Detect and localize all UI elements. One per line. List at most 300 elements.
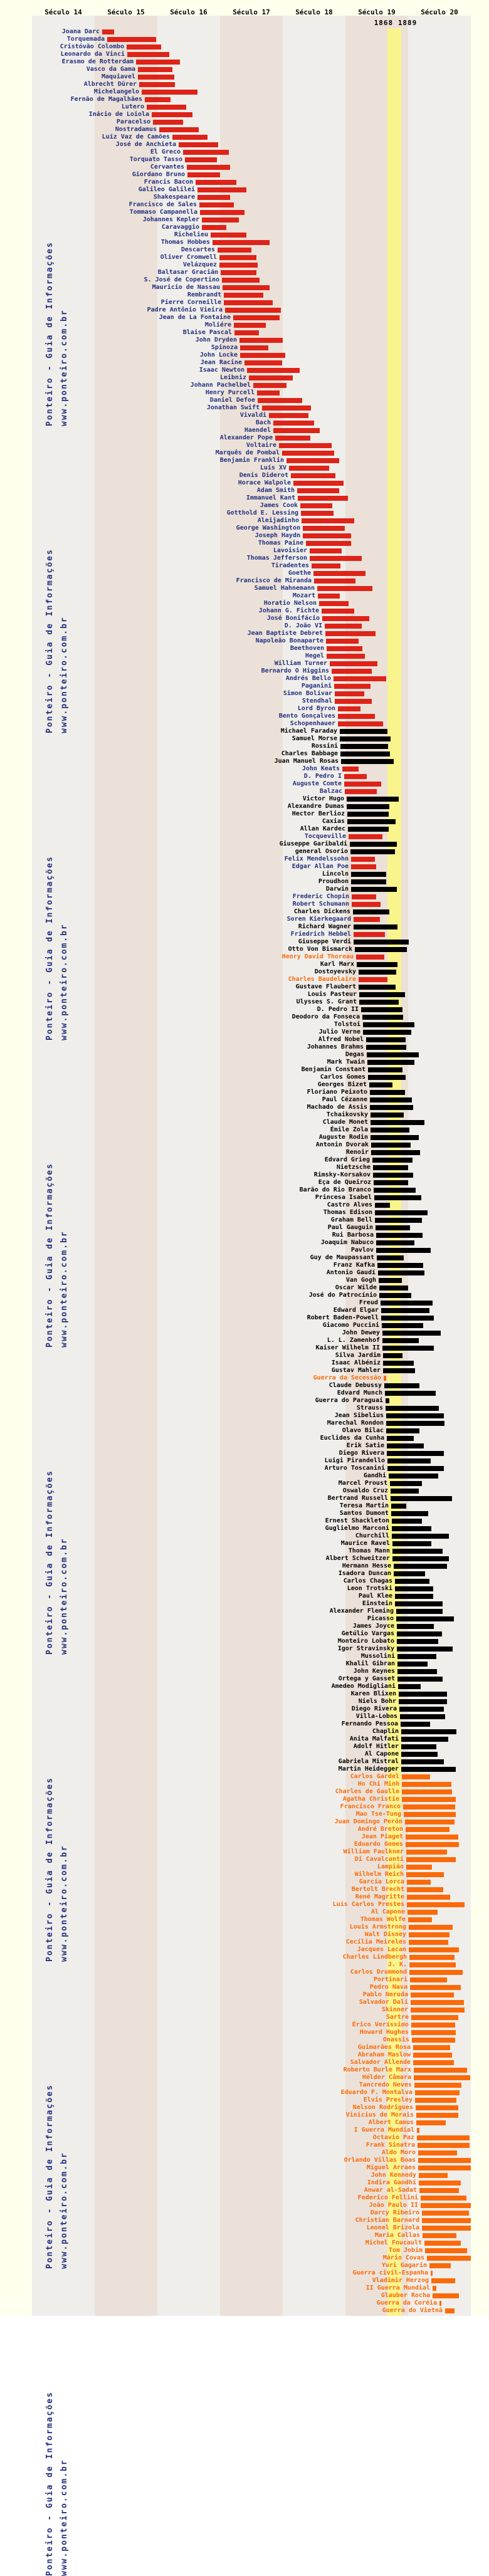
timeline-label[interactable]: Jean Racine [200, 359, 242, 366]
timeline-label[interactable]: Einstein [362, 1600, 392, 1607]
timeline-label[interactable]: Henry Purcell [205, 389, 255, 396]
timeline-label[interactable]: Paganini [301, 683, 332, 689]
timeline-label[interactable]: Juan Domingo Perón [334, 1818, 402, 1825]
timeline-label[interactable]: Louis Armstrong [349, 1924, 406, 1930]
timeline-label[interactable]: Monteiro Lobato [337, 1638, 394, 1645]
timeline-label[interactable]: Albert Schweitzer [325, 1555, 390, 1562]
timeline-label[interactable]: René Magritte [355, 1893, 404, 1900]
timeline-label[interactable]: Churchill [355, 1532, 389, 1539]
timeline-label[interactable]: Oscar Wilde [335, 1284, 377, 1291]
timeline-label[interactable]: Hector Berlioz [292, 810, 345, 817]
timeline-label[interactable]: Edvard Munch [337, 1390, 382, 1396]
timeline-label[interactable]: James Joyce [352, 1623, 394, 1630]
timeline-label[interactable]: Christian Barnard [355, 2217, 419, 2224]
timeline-label[interactable]: Onassis [382, 2036, 409, 2043]
timeline-label[interactable]: Darcy Ribeiro [370, 2209, 419, 2216]
timeline-label[interactable]: II Guerra Mundial [365, 2285, 430, 2291]
timeline-label[interactable]: Allan Kardec [300, 825, 345, 832]
timeline-label[interactable]: Bernardo O Higgins [261, 668, 329, 674]
timeline-label[interactable]: Hélder Câmara [362, 2074, 411, 2081]
timeline-label[interactable]: Ho Chi Minh [357, 1781, 399, 1788]
timeline-label[interactable]: Bertolt Brecht [351, 1886, 404, 1893]
timeline-label[interactable]: Inácio de Loiola [88, 111, 149, 118]
timeline-label[interactable]: Darwin [325, 886, 349, 893]
timeline-label[interactable]: Castro Alves [327, 1202, 372, 1208]
timeline-label[interactable]: Guerra civil-Espanha [352, 2270, 428, 2276]
timeline-label[interactable]: Carlos Gardel [350, 1773, 399, 1780]
timeline-label[interactable]: Claude Debussy [329, 1382, 382, 1389]
timeline-label[interactable]: Horace Walpole [238, 479, 291, 486]
timeline-label[interactable]: Jean Baptiste Debret [247, 630, 323, 637]
timeline-label[interactable]: Fernando Pessoa [341, 1720, 398, 1727]
timeline-label[interactable]: Rossini [311, 743, 338, 750]
timeline-label[interactable]: Francisco de Miranda [236, 577, 312, 584]
timeline-label[interactable]: Bento Gonçalves [278, 713, 335, 720]
timeline-label[interactable]: Isaac Albéniz [331, 1359, 381, 1366]
timeline-label[interactable]: Guerra da Coréia [376, 2300, 437, 2306]
timeline-label[interactable]: García Lorca [359, 1878, 404, 1885]
timeline-label[interactable]: Stendhal [302, 698, 332, 704]
timeline-label[interactable]: Alexander Pope [219, 434, 273, 441]
timeline-label[interactable]: Velázquez [182, 261, 217, 268]
timeline-label[interactable]: Baltasar Gracián [157, 269, 218, 276]
timeline-label[interactable]: Isadora Duncan [338, 1570, 391, 1577]
timeline-label[interactable]: Charles Baudelaire [288, 976, 356, 983]
timeline-label[interactable]: Elvis Presley [363, 2097, 413, 2103]
timeline-label[interactable]: Adam Smith [256, 487, 295, 494]
timeline-label[interactable]: Napoleão Bonaparte [255, 637, 323, 644]
timeline-label[interactable]: D. Pedro II [317, 1006, 359, 1013]
timeline-label[interactable]: Henry David Thoreau [281, 953, 354, 960]
timeline-label[interactable]: Benjamin Constant [301, 1066, 365, 1073]
timeline-label[interactable]: Getúlio Vargas [341, 1630, 394, 1637]
timeline-label[interactable]: Beethoven [290, 645, 324, 652]
timeline-label[interactable]: Felix Mendelssohn [284, 856, 349, 862]
timeline-label[interactable]: Niels Bohr [358, 1698, 396, 1705]
timeline-label[interactable]: Schopenhauer [290, 720, 335, 727]
timeline-label[interactable]: Frank Sinatra [365, 2142, 415, 2149]
timeline-label[interactable]: Thomas Wolfe [360, 1916, 406, 1923]
timeline-label[interactable]: Hegel [305, 652, 324, 659]
timeline-label[interactable]: Aldo Moro [381, 2149, 416, 2156]
timeline-label[interactable]: Haendel [244, 427, 271, 434]
timeline-label[interactable]: Carlos Gomes [320, 1074, 365, 1081]
timeline-label[interactable]: Wilhelm Reich [354, 1871, 404, 1878]
timeline-label[interactable]: Thomas Edison [323, 1209, 372, 1216]
timeline-label[interactable]: Fernão de Magalhães [70, 96, 142, 103]
timeline-label[interactable]: Spinoza [211, 344, 238, 351]
timeline-label[interactable]: Immanuel Kant [246, 495, 295, 501]
timeline-label[interactable]: Mozart [292, 592, 315, 599]
timeline-label[interactable]: Bertrand Russell [327, 1495, 388, 1502]
timeline-label[interactable]: Cervantes [150, 164, 184, 170]
timeline-label[interactable]: Rembrandt [187, 291, 221, 298]
timeline-label[interactable]: Ortega y Gasset [338, 1675, 395, 1682]
timeline-label[interactable]: James Cook [260, 502, 298, 509]
timeline-label[interactable]: Pavlov [350, 1247, 374, 1254]
timeline-label[interactable]: Rimsky-Korsakov [313, 1171, 371, 1178]
timeline-label[interactable]: Yuri Gagarin [381, 2262, 427, 2269]
timeline-label[interactable]: Guerra do Paraguai [315, 1397, 383, 1404]
timeline-label[interactable]: Maurice Ravel [340, 1540, 390, 1547]
timeline-label[interactable]: Salvador Dali [359, 1999, 408, 2006]
timeline-label[interactable]: Andrés Bello [285, 675, 331, 682]
timeline-label[interactable]: Luís Carlos Prestes [332, 1901, 404, 1908]
timeline-label[interactable]: Floriano Peixoto [307, 1089, 367, 1096]
timeline-label[interactable]: Torquemada [66, 36, 105, 43]
timeline-label[interactable]: Lord Byron [297, 705, 335, 712]
timeline-label[interactable]: John Locke [199, 352, 238, 359]
timeline-label[interactable]: Denis Diderot [239, 472, 288, 479]
timeline-label[interactable]: Otto Von Bismarck [288, 946, 352, 953]
timeline-label[interactable]: Ernest Shackleton [325, 1517, 389, 1524]
timeline-label[interactable]: Nelson Rodrigues [352, 2104, 413, 2111]
timeline-label[interactable]: Diego Rivera [339, 1450, 384, 1457]
timeline-label[interactable]: John Keynes [353, 1668, 395, 1675]
timeline-label[interactable]: Pedro Nava [369, 1984, 408, 1991]
timeline-label[interactable]: José Bonifácio [266, 615, 320, 622]
timeline-label[interactable]: Karen Blixen [350, 1690, 396, 1697]
timeline-label[interactable]: Picasso [367, 1615, 394, 1622]
timeline-label[interactable]: Richelieu [174, 231, 208, 238]
timeline-label[interactable]: Guimarães Rosa [357, 2044, 411, 2051]
timeline-label[interactable]: Martin Heidegger [338, 1766, 399, 1772]
timeline-label[interactable]: Erik Satie [346, 1442, 384, 1449]
timeline-label[interactable]: Érico Veríssimo [352, 2021, 409, 2028]
timeline-label[interactable]: Francisco de Sales [129, 201, 197, 208]
timeline-label[interactable]: Robert Schumann [292, 901, 349, 908]
timeline-label[interactable]: Tancredo Neves [359, 2081, 412, 2088]
timeline-label[interactable]: Al Capone [371, 1908, 405, 1915]
timeline-label[interactable]: John Keats [302, 765, 340, 772]
timeline-label[interactable]: Oliver Cromwell [160, 254, 217, 261]
timeline-label[interactable]: Anwar al-Sadat [364, 2187, 417, 2194]
timeline-label[interactable]: Maria Callas [374, 2232, 420, 2239]
timeline-label[interactable]: general Osorio [295, 848, 348, 855]
timeline-label[interactable]: Robert Baden-Powell [307, 1314, 379, 1321]
timeline-label[interactable]: Barão do Rio Branco [299, 1186, 371, 1193]
timeline-label[interactable]: Galileo Galilei [138, 186, 195, 193]
timeline-label[interactable]: Vladimir Herzog [372, 2277, 429, 2284]
timeline-label[interactable]: Leibniz [219, 374, 246, 381]
timeline-label[interactable]: Edward Elgar [333, 1307, 379, 1314]
timeline-label[interactable]: El Greco [150, 149, 181, 155]
timeline-label[interactable]: Proudhon [318, 878, 349, 885]
timeline-label[interactable]: Agatha Christie [342, 1796, 399, 1803]
timeline-label[interactable]: John Dewey [342, 1329, 380, 1336]
timeline-label[interactable]: Pablo Neruda [362, 1991, 408, 1998]
timeline-label[interactable]: Marquês de Pombal [215, 449, 280, 456]
timeline-label[interactable]: Voltaire [246, 442, 276, 449]
timeline-label[interactable]: Renoir [345, 1149, 369, 1156]
timeline-label[interactable]: Richard Wagner [298, 923, 351, 930]
timeline-label[interactable]: Khalil Gibran [345, 1660, 395, 1667]
timeline-label[interactable]: Luís XV [260, 464, 287, 471]
timeline-label[interactable]: Edgar Allan Poe [292, 863, 349, 870]
timeline-label[interactable]: Portinari [373, 1976, 408, 1983]
timeline-label[interactable]: Oswaldo Cruz [342, 1487, 388, 1494]
timeline-label[interactable]: L. L. Zamenhof [327, 1337, 380, 1344]
timeline-label[interactable]: Isaac Newton [199, 367, 244, 374]
timeline-label[interactable]: Jacques Lacan [357, 1946, 406, 1953]
timeline-label[interactable]: Benjamin Franklin [219, 457, 284, 464]
timeline-label[interactable]: Jean Piaget [361, 1833, 403, 1840]
timeline-label[interactable]: Antonio Gaudí [326, 1269, 376, 1276]
timeline-label[interactable]: Leon Trotski [347, 1585, 392, 1592]
timeline-label[interactable]: Carlos Chagas [343, 1578, 392, 1584]
timeline-label[interactable]: Deodoro da Fonseca [292, 1013, 360, 1020]
timeline-label[interactable]: Walt Disney [364, 1931, 406, 1938]
timeline-label[interactable]: Leonel Brizola [366, 2224, 419, 2231]
timeline-label[interactable]: Thomas Paine [258, 540, 303, 547]
timeline-label[interactable]: Caravaggio [161, 224, 199, 231]
timeline-label[interactable]: Diego Rivera [351, 1705, 397, 1712]
timeline-label[interactable]: George Washington [236, 525, 300, 531]
timeline-label[interactable]: Orlando Villas Boas [344, 2157, 416, 2164]
timeline-label[interactable]: Paul Cézanne [322, 1096, 367, 1103]
timeline-label[interactable]: S. José de Copertino [144, 276, 219, 283]
timeline-label[interactable]: Santos Dumont [339, 1510, 389, 1517]
timeline-label[interactable]: José do Patrocínio [308, 1292, 377, 1299]
timeline-label[interactable]: Tolstoi [334, 1021, 360, 1028]
timeline-label[interactable]: Lincoln [322, 871, 349, 877]
timeline-label[interactable]: Tiradentes [271, 562, 309, 569]
timeline-label[interactable]: Thomas Mann [348, 1547, 390, 1554]
timeline-label[interactable]: Lavoisier [273, 547, 307, 554]
timeline-label[interactable]: Amedeo Modigliani [331, 1683, 396, 1690]
timeline-label[interactable]: Cristóvão Colombo [60, 43, 124, 50]
timeline-label[interactable]: D. João VI [284, 622, 322, 629]
timeline-label[interactable]: I Guerra Mundial [354, 2127, 414, 2134]
timeline-label[interactable]: Friedrich Hebbel [290, 931, 351, 938]
timeline-label[interactable]: Moliére [204, 322, 231, 328]
timeline-label[interactable]: Silva Jardim [335, 1352, 381, 1359]
timeline-label[interactable]: Villa-Lobos [355, 1713, 397, 1720]
timeline-label[interactable]: Émile Zola [330, 1126, 368, 1133]
timeline-label[interactable]: Tocqueville [304, 833, 346, 840]
timeline-label[interactable]: John Dryden [195, 337, 237, 343]
timeline-label[interactable]: Paul Klee [358, 1593, 392, 1600]
timeline-label[interactable]: Anita Malfati [349, 1736, 399, 1742]
timeline-label[interactable]: José de Anchieta [115, 141, 176, 148]
timeline-label[interactable]: Gandhi [363, 1472, 386, 1479]
timeline-label[interactable]: Di Cavalcanti [354, 1856, 404, 1863]
timeline-label[interactable]: John Kennedy [371, 2172, 416, 2179]
timeline-label[interactable]: J. K. [387, 1961, 407, 1968]
timeline-label[interactable]: Daniel Defoe [209, 397, 255, 404]
timeline-label[interactable]: Eça de Queiroz [318, 1179, 371, 1186]
timeline-label[interactable]: Tommaso Campanella [129, 209, 197, 216]
timeline-label[interactable]: João Paulo II [369, 2202, 418, 2209]
timeline-label[interactable]: Francis Bacon [144, 179, 193, 186]
timeline-label[interactable]: Nostradamus [115, 126, 157, 133]
timeline-label[interactable]: Mauricio de Nassau [152, 284, 220, 291]
timeline-label[interactable]: Samuel Morse [292, 735, 337, 742]
timeline-label[interactable]: Igor Stravinsky [337, 1645, 394, 1652]
timeline-label[interactable]: Mao Tse-Tung [355, 1811, 401, 1818]
timeline-label[interactable]: Michael Faraday [280, 728, 337, 735]
timeline-label[interactable]: Indira Gandhi [367, 2179, 416, 2186]
timeline-label[interactable]: Johann G. Fichte [258, 607, 319, 614]
timeline-label[interactable]: Mário Covas [382, 2254, 424, 2261]
timeline-label[interactable]: Gustav Mahler [331, 1367, 381, 1374]
timeline-label[interactable]: Victor Hugo [302, 795, 344, 802]
timeline-label[interactable]: Giuseppe Garibaldi [279, 840, 347, 847]
timeline-label[interactable]: Johannes Brahms [307, 1044, 364, 1050]
timeline-label[interactable]: Dostoyevsky [314, 968, 356, 975]
timeline-label[interactable]: Jean Sibelius [334, 1412, 384, 1419]
timeline-label[interactable]: Marcel Proust [338, 1480, 387, 1487]
timeline-label[interactable]: Federico Fellini [357, 2194, 418, 2201]
timeline-label[interactable]: Mussolini [360, 1653, 395, 1660]
timeline-label[interactable]: Karl Marx [320, 961, 354, 968]
timeline-label[interactable]: Claude Monet [322, 1119, 368, 1126]
timeline-label[interactable]: Jean de La Fontaine [159, 314, 231, 321]
timeline-label[interactable]: Samuel Hahnemann [254, 585, 315, 592]
timeline-label[interactable]: Juan Manuel Rosas [274, 758, 339, 765]
timeline-label[interactable]: Bach [255, 419, 271, 426]
timeline-label[interactable]: Paul Gauguin [327, 1224, 373, 1231]
timeline-label[interactable]: Skinner [381, 2006, 408, 2013]
timeline-label[interactable]: William Turner [274, 660, 327, 667]
timeline-label[interactable]: Guerra da Secessão [313, 1374, 381, 1381]
timeline-label[interactable]: Alfred Nobel [318, 1036, 364, 1043]
timeline-label[interactable]: Caxias [322, 818, 345, 825]
timeline-label[interactable]: Tchaikovsky [326, 1111, 368, 1118]
timeline-label[interactable]: Strauss [356, 1405, 383, 1411]
timeline-label[interactable]: Descartes [181, 246, 215, 253]
timeline-label[interactable]: Olavo Bilac [342, 1427, 384, 1434]
timeline-label[interactable]: Joseph Haydn [255, 532, 300, 539]
timeline-label[interactable]: Al Capone [364, 1751, 399, 1757]
timeline-label[interactable]: Vinícius de Morais [345, 2112, 414, 2118]
timeline-label[interactable]: Charles Babbage [281, 750, 338, 757]
timeline-label[interactable]: Charles de Gaulle [335, 1788, 399, 1795]
timeline-label[interactable]: Charles Dickens [293, 908, 350, 915]
timeline-label[interactable]: Kaiser Wilhelm II [315, 1344, 380, 1351]
timeline-label[interactable]: Abraham Maslow [357, 2051, 411, 2058]
timeline-label[interactable]: Guy de Maupassant [310, 1254, 374, 1261]
timeline-label[interactable]: Teresa Martin [339, 1502, 389, 1509]
timeline-label[interactable]: Gabriela Mistral [338, 1758, 399, 1765]
timeline-label[interactable]: Soren Kierkegaard [287, 916, 351, 923]
timeline-label[interactable]: Vasco da Gama [86, 66, 135, 73]
timeline-label[interactable]: Luíz Vaz de Camões [102, 134, 170, 140]
timeline-label[interactable]: Lutero [121, 103, 144, 110]
timeline-label[interactable]: Ulysses S. Grant [296, 998, 357, 1005]
timeline-label[interactable]: Princesa Isabel [315, 1194, 372, 1201]
timeline-label[interactable]: William Faulkner [343, 1848, 404, 1855]
timeline-label[interactable]: D. Pedro I [303, 773, 342, 780]
timeline-label[interactable]: Erasmo de Rotterdam [61, 58, 134, 65]
timeline-label[interactable]: Gustave Flaubert [295, 983, 356, 990]
timeline-label[interactable]: Georges Bizet [317, 1081, 367, 1088]
timeline-label[interactable]: Marechal Rondon [327, 1420, 384, 1427]
timeline-label[interactable]: Aleijadinho [257, 517, 299, 524]
timeline-label[interactable]: Balzac [319, 788, 342, 795]
timeline-label[interactable]: Vivaldi [239, 412, 266, 419]
timeline-label[interactable]: Hermann Hesse [342, 1563, 391, 1569]
timeline-label[interactable]: Thomas Jefferson [246, 555, 307, 562]
timeline-label[interactable]: Auguste Rodin [318, 1134, 368, 1141]
timeline-label[interactable]: Degas [345, 1051, 364, 1058]
timeline-label[interactable]: Glauber Rocha [381, 2292, 430, 2299]
timeline-label[interactable]: Giordano Bruno [132, 171, 185, 178]
timeline-label[interactable]: Horatio Nelson [263, 600, 317, 607]
timeline-label[interactable]: Gotthold E. Lessing [226, 510, 298, 516]
timeline-label[interactable]: Albrecht Dürer [83, 81, 137, 88]
timeline-label[interactable]: Shakespeare [153, 194, 195, 201]
timeline-label[interactable]: Paracelso [116, 118, 150, 125]
timeline-label[interactable]: Salvador Allende [350, 2059, 411, 2066]
timeline-label[interactable]: Howard Hughes [359, 2029, 409, 2036]
timeline-label[interactable]: Euclides da Cunha [320, 1435, 384, 1442]
timeline-label[interactable]: Michelangelo [93, 88, 139, 95]
timeline-label[interactable]: Chaplin [372, 1728, 399, 1735]
timeline-label[interactable]: Edvard Grieg [324, 1156, 370, 1163]
timeline-label[interactable]: Adolf Hitler [353, 1743, 399, 1750]
timeline-label[interactable]: Antonin Dvorak [315, 1141, 369, 1148]
timeline-label[interactable]: Machado de Assis [307, 1104, 367, 1111]
timeline-label[interactable]: Sartre [386, 2014, 409, 2021]
timeline-label[interactable]: Carlos Drummond [350, 1969, 407, 1976]
timeline-label[interactable]: Albert Camus [368, 2119, 414, 2126]
timeline-label[interactable]: Blaise Pascal [182, 329, 232, 336]
timeline-label[interactable]: Franz Kafka [333, 1262, 375, 1269]
timeline-label[interactable]: Guglielmo Marconi [325, 1525, 389, 1532]
timeline-label[interactable]: Joaquim Nabuco [320, 1239, 374, 1246]
timeline-label[interactable]: Nietzsche [336, 1164, 371, 1171]
timeline-label[interactable]: Miguel Arraes [366, 2164, 416, 2171]
timeline-label[interactable]: Giuseppe Verdi [298, 938, 351, 945]
timeline-label[interactable]: Pierre Corneille [160, 299, 221, 306]
timeline-label[interactable]: Joana Darc [61, 28, 100, 35]
timeline-label[interactable]: Van Gogh [345, 1277, 376, 1284]
timeline-label[interactable]: Octavio Paz [372, 2134, 414, 2141]
timeline-label[interactable]: Padre Antônio Vieira [147, 306, 223, 313]
timeline-label[interactable]: Francisco Franco [340, 1803, 401, 1810]
timeline-label[interactable]: Alexandre Dumas [287, 803, 344, 810]
timeline-label[interactable]: Tom Jobim [388, 2247, 423, 2254]
timeline-label[interactable]: Alexander Fleming [329, 1608, 394, 1615]
timeline-label[interactable]: Graham Bell [330, 1217, 372, 1223]
timeline-label[interactable]: Johann Pachelbel [190, 382, 251, 389]
timeline-label[interactable]: Charles Lindbergh [342, 1954, 407, 1961]
timeline-label[interactable]: Johannes Kepler [142, 216, 199, 223]
timeline-label[interactable]: Lampião [377, 1863, 404, 1870]
timeline-label[interactable]: Simon Bolívar [283, 690, 332, 697]
timeline-label[interactable]: Auguste Comte [292, 780, 342, 787]
timeline-label[interactable]: Jonathan Swift [206, 404, 260, 411]
timeline-label[interactable]: Louis Pasteur [307, 991, 357, 998]
timeline-label[interactable]: Cecília Meireles [345, 1939, 406, 1945]
timeline-label[interactable]: Frederic Chopin [292, 893, 349, 900]
timeline-label[interactable]: Eduardo F. Montalva [340, 2089, 413, 2096]
timeline-label[interactable]: Eduardo Gomes [354, 1841, 403, 1848]
timeline-label[interactable]: Torquato Tasso [129, 156, 182, 163]
timeline-label[interactable]: Julio Verne [318, 1029, 360, 1035]
timeline-label[interactable]: Freud [359, 1299, 378, 1306]
timeline-label[interactable]: Roberto Burle Marx [343, 2066, 411, 2073]
timeline-label[interactable]: Goethe [288, 570, 311, 577]
timeline-label[interactable]: Arturo Toscanini [324, 1465, 385, 1472]
timeline-label[interactable]: Michel Foucault [365, 2239, 422, 2246]
timeline-label[interactable]: André Breton [357, 1826, 403, 1833]
timeline-label[interactable]: Giacomo Puccini [322, 1322, 379, 1329]
timeline-label[interactable]: Leonardo da Vinci [60, 51, 125, 58]
timeline-label[interactable]: Thomas Hobbes [160, 239, 210, 246]
timeline-label[interactable]: Luigi Pirandello [324, 1457, 385, 1464]
